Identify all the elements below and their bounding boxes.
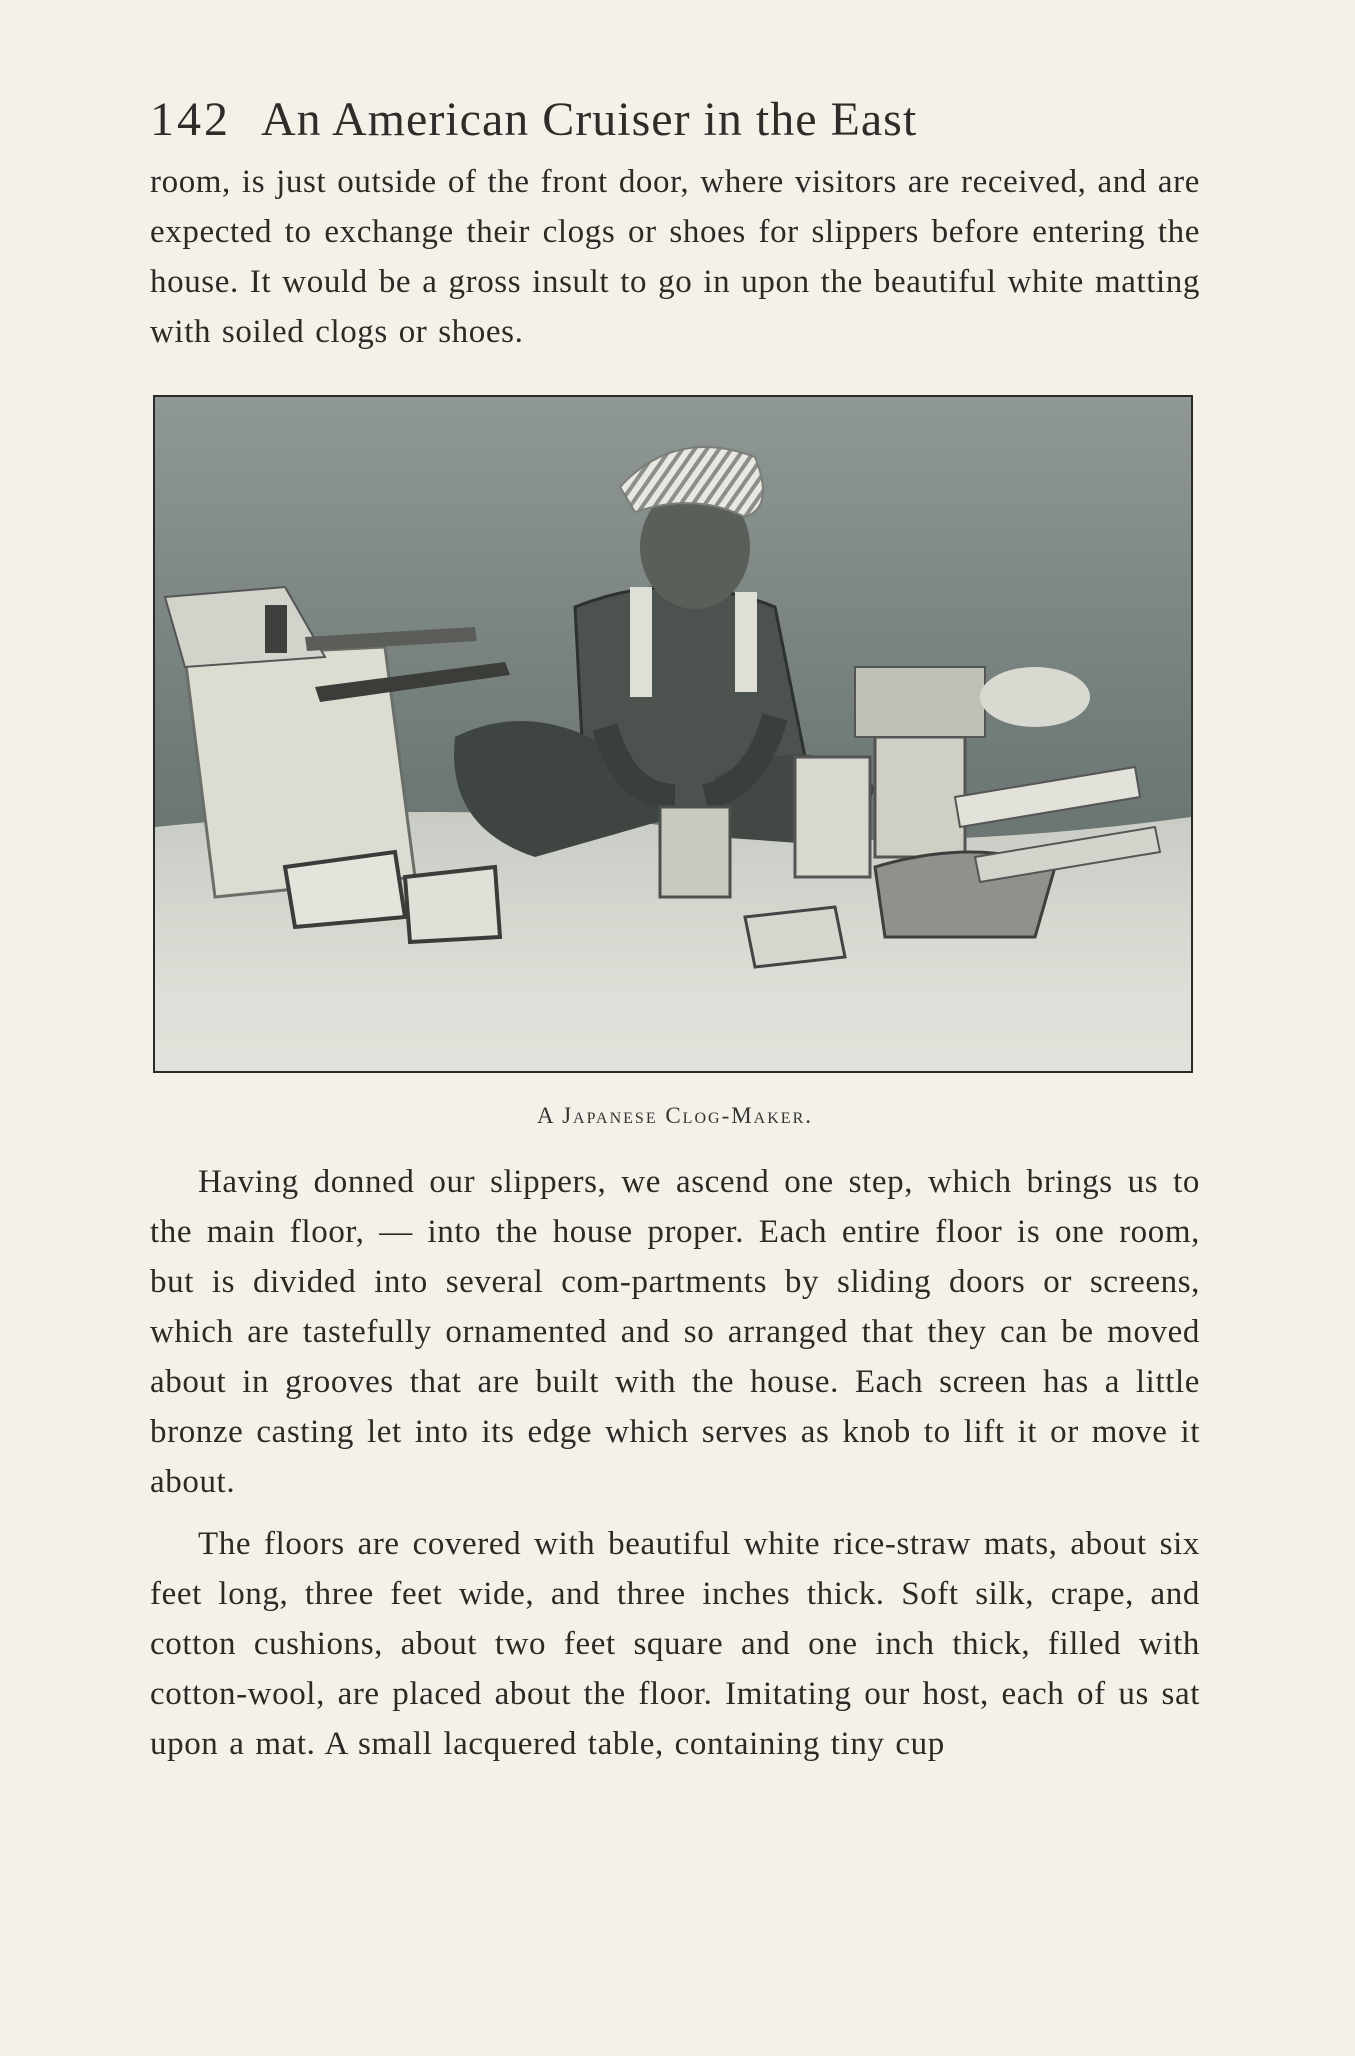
book-page [150,92,1200,1769]
photo-clog-maker [153,395,1193,1073]
running-head [150,92,1200,147]
figure-caption: A Japanese Clog-Maker. [537,1103,813,1128]
running-title: An American Cruiser in the East [261,93,918,146]
paragraph-slippers: Having donned our slippers, we ascend one step, which brings us to the main floor, — into the house proper. Each entire floor is one room, but is divided into several com-partments by sliding doors or screens, which are tastefully ornamented and so arranged that they can be moved about in grooves that are built with the house. Each screen has a little bronze casting let into its edge which serves as knob to lift it or move it about. [150,1164,1200,1500]
paragraph-continued: room, is just outside of the front door, where visitors are received, and are expected to exchange their clogs or shoes for slippers before entering the house. It would be a gross insult to go in upon the beautiful white matting with soiled clogs or shoes. [150,164,1200,350]
page-number: 142 [150,93,231,146]
paragraph-floors: The floors are covered with beautiful white rice-straw mats, about six feet long, three feet wide, and three inches thick. Soft silk, crape, and cotton cushions, about two feet square and one inch thick, filled with cotton-wool, are placed about the floor. Imitating our host, each of us sat upon a mat. A small lacquered table, containing tiny cup [150,1526,1200,1762]
